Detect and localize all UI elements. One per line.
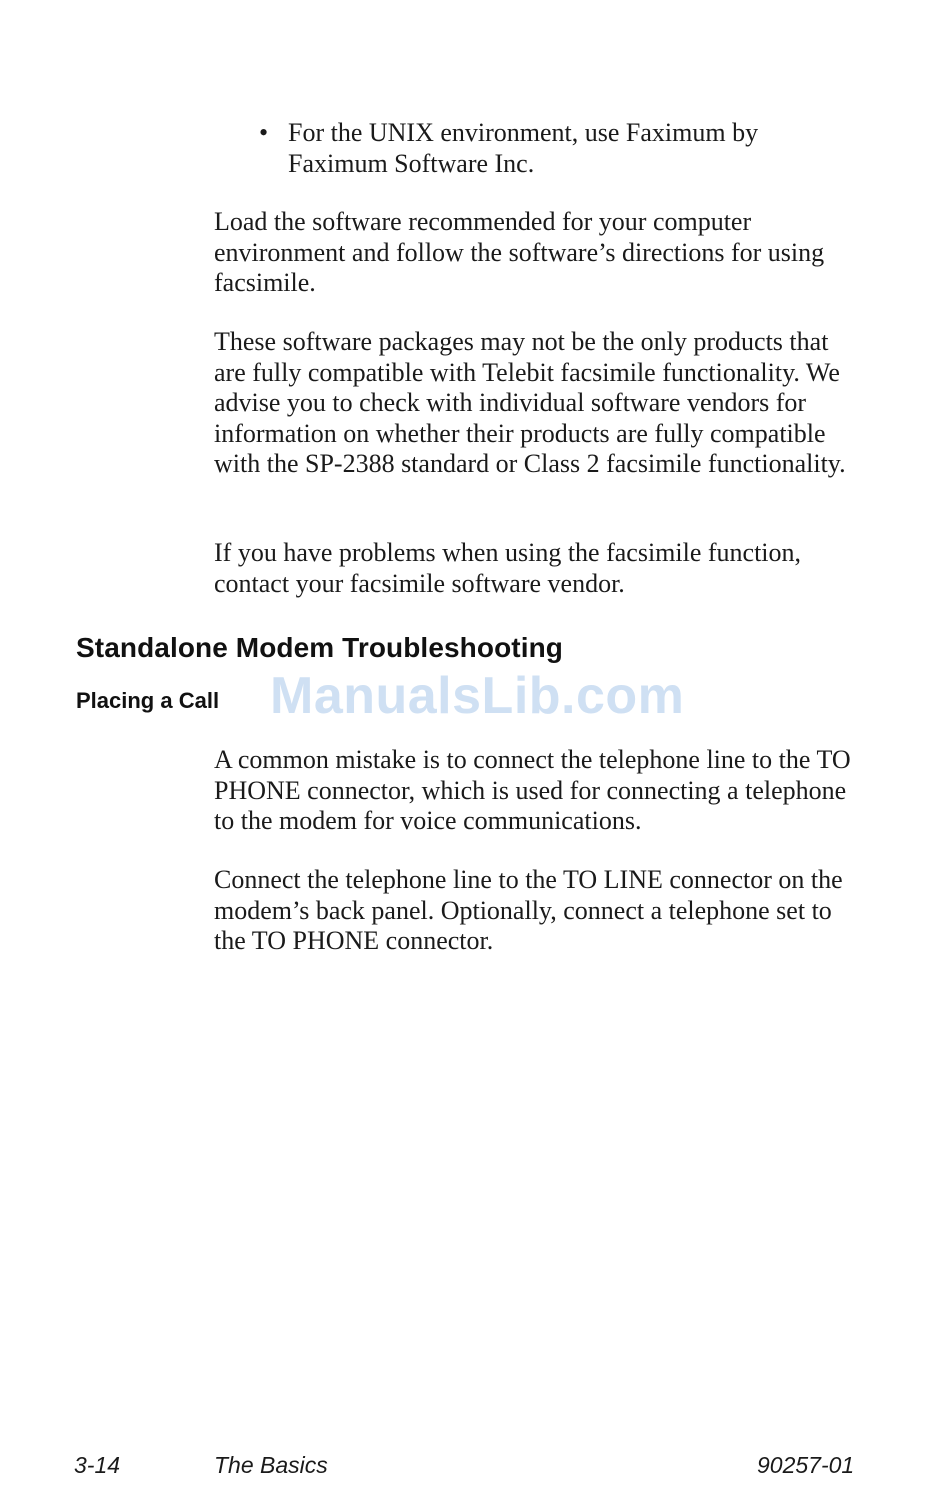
footer-page-number: 3-14 <box>74 1452 121 1478</box>
subsection-heading: Placing a Call <box>76 688 220 713</box>
footer-doc-number: 90257-01 <box>757 1452 855 1478</box>
paragraph-connect-line: Connect the telephone line to the TO LINE connector on the modem’s back panel. Optionally, connect a telephone set to the TO PHONE connector. <box>214 865 843 955</box>
section-heading: Standalone Modem Troubleshooting <box>76 632 563 663</box>
bullet-marker: • <box>259 118 269 147</box>
paragraph-compatibility: These software packages may not be the only products that are fully compatible with Telebit facsimile functionality. We advise you to check with individual software vendors for information on whether their products are fully compatible with the SP-2388 standard or Class 2 facsimile functionality. <box>214 327 846 478</box>
paragraph-problems: If you have problems when using the facsimile function, contact your facsimile software vendor. <box>214 538 802 598</box>
footer-chapter: The Basics <box>214 1452 328 1478</box>
paragraph-common-mistake: A common mistake is to connect the telephone line to the TO PHONE connector, which is used for connecting a telephone to the modem for voice communications. <box>214 745 851 835</box>
paragraph-load-software: Load the software recommended for your computer environment and follow the software’s directions for using facsimile. <box>214 207 825 297</box>
bullet-text: For the UNIX environment, use Faximum by Faximum Software Inc. <box>288 118 759 178</box>
watermark-text: ManualsLib.com <box>270 667 685 725</box>
